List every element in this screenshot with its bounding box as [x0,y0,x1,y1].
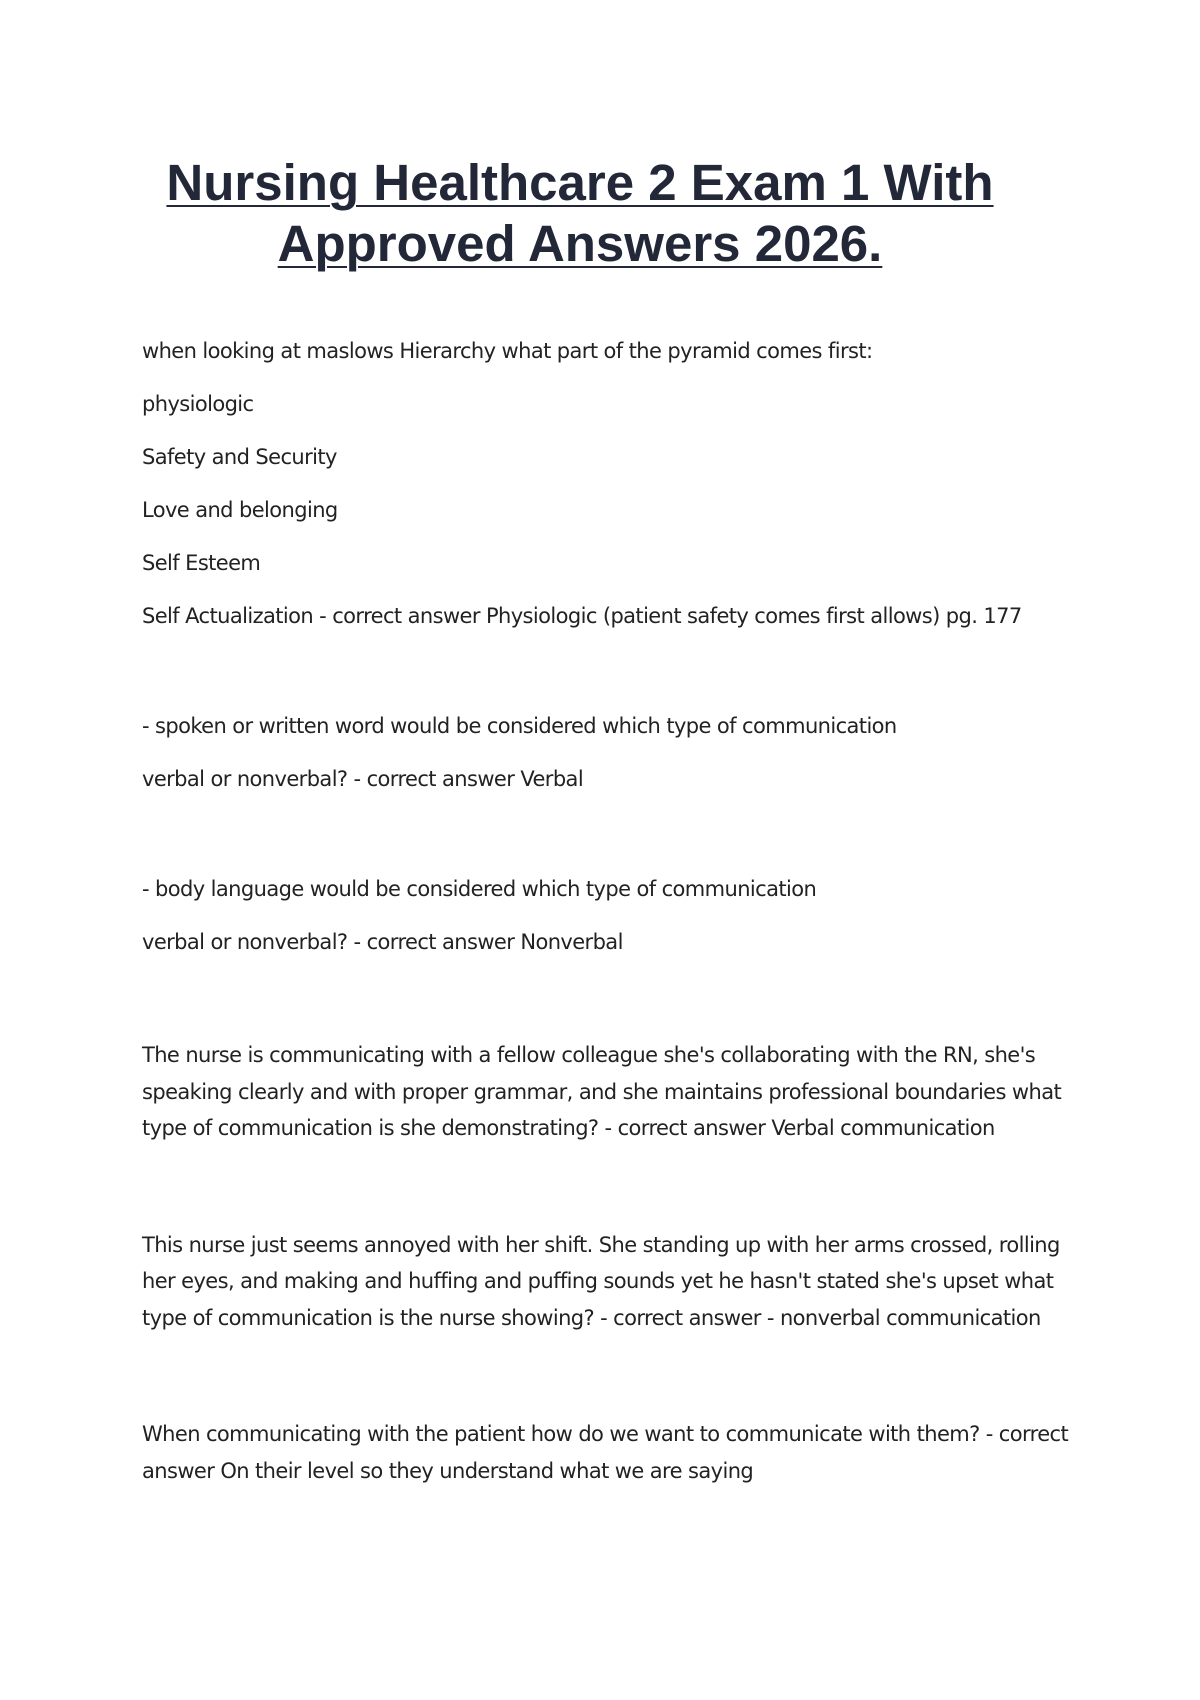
answer-text: verbal or nonverbal? - correct answer Nonverbal [142,930,623,954]
document-body [142,336,1082,1489]
answer-option: Self Actualization - correct answer Physiologic (patient safety comes first allows) pg. 177 [142,604,1022,628]
qa-item-verbal [142,711,1082,794]
question-text: - body language would be considered which type of communication [142,877,817,901]
question-text: - spoken or written word would be considered which type of communication [142,714,897,738]
document-title: Nursing Healthcare 2 Exam 1 With Approved Answers 2026. [166,154,994,272]
answer-option: Love and belonging [142,498,338,522]
answer-text: verbal or nonverbal? - correct answer Verbal [142,767,584,791]
question-paragraph: This nurse just seems annoyed with her shift. She standing up with her arms crossed, rolling her eyes, and making and huffing and puffing sounds yet he hasn't stated she's upset what type of communication is the nurse showing? - correct answer - nonverbal communication [142,1232,1060,1330]
qa-item-maslow [142,336,1082,631]
answer-option: physiologic [142,392,254,416]
qa-item-colleague [142,1037,1082,1147]
question-paragraph: The nurse is communicating with a fellow colleague she's collaborating with the RN, she's speaking clearly and with proper grammar, and she maintains professional boundaries what type of communication is she demonstrating? - correct answer Verbal communication [142,1043,1062,1140]
question-text: when looking at maslows Hierarchy what part of the pyramid comes first: [142,339,873,363]
answer-option: Self Esteem [142,551,261,575]
qa-item-nonverbal [142,874,1082,957]
qa-item-annoyed-nurse [142,1227,1082,1337]
question-paragraph: When communicating with the patient how do we want to communicate with them? - correct answer On their level so they understand what we are saying [142,1422,1069,1483]
qa-item-patient-level [142,1416,1082,1489]
answer-option: Safety and Security [142,445,337,469]
